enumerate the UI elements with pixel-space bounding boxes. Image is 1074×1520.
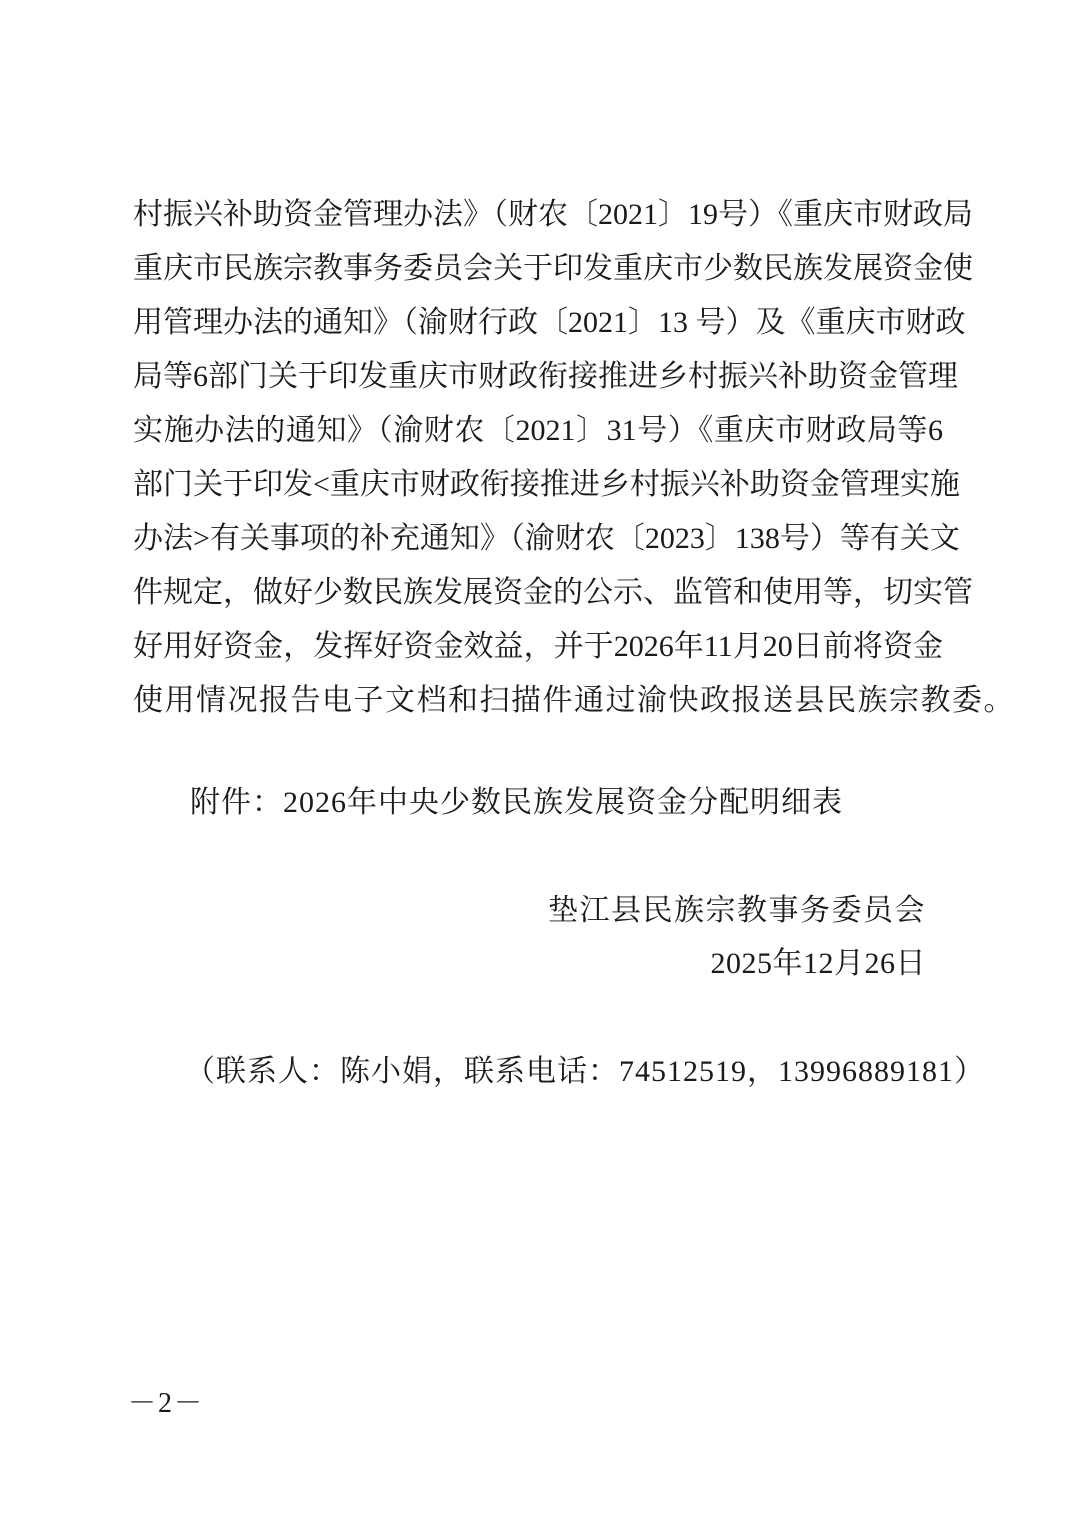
signature-date: 2025年12月26日 <box>710 947 926 980</box>
contact-info: （联系人：陈小娟，联系电话：74512519，13996889181） <box>185 1055 985 1088</box>
body-text-line: 实施办法的通知》（渝财农〔2021〕31号）《重庆市财政局等6 <box>133 414 943 447</box>
attachment-note: 附件：2026年中央少数民族发展资金分配明细表 <box>190 786 843 819</box>
body-text-line: 办法>有关事项的补充通知》（渝财农〔2023〕138号）等有关文 <box>133 522 960 555</box>
signature-organization: 垫江县民族宗教事务委员会 <box>548 894 926 927</box>
body-text-line: 使用情况报告电子文档和扫描件通过渝快政报送县民族宗教委。 <box>133 684 1015 717</box>
body-text-line: 村振兴补助资金管理办法》（财农〔2021〕19号）《重庆市财政局 <box>133 198 973 231</box>
body-text-line: 局等6部门关于印发重庆市财政衔接推进乡村振兴补助资金管理 <box>133 360 958 393</box>
page-number: －2－ <box>128 1388 205 1419</box>
body-text-line: 重庆市民族宗教事务委员会关于印发重庆市少数民族发展资金使 <box>133 252 973 285</box>
body-text-line: 部门关于印发<重庆市财政衔接推进乡村振兴补助资金管理实施 <box>133 468 960 501</box>
body-text-line: 用管理办法的通知》（渝财行政〔2021〕13 号）及《重庆市财政 <box>133 306 966 339</box>
body-text-line: 好用好资金，发挥好资金效益，并于2026年11月20日前将资金 <box>133 630 943 663</box>
body-text-line: 件规定，做好少数民族发展资金的公示、监管和使用等，切实管 <box>133 576 973 609</box>
